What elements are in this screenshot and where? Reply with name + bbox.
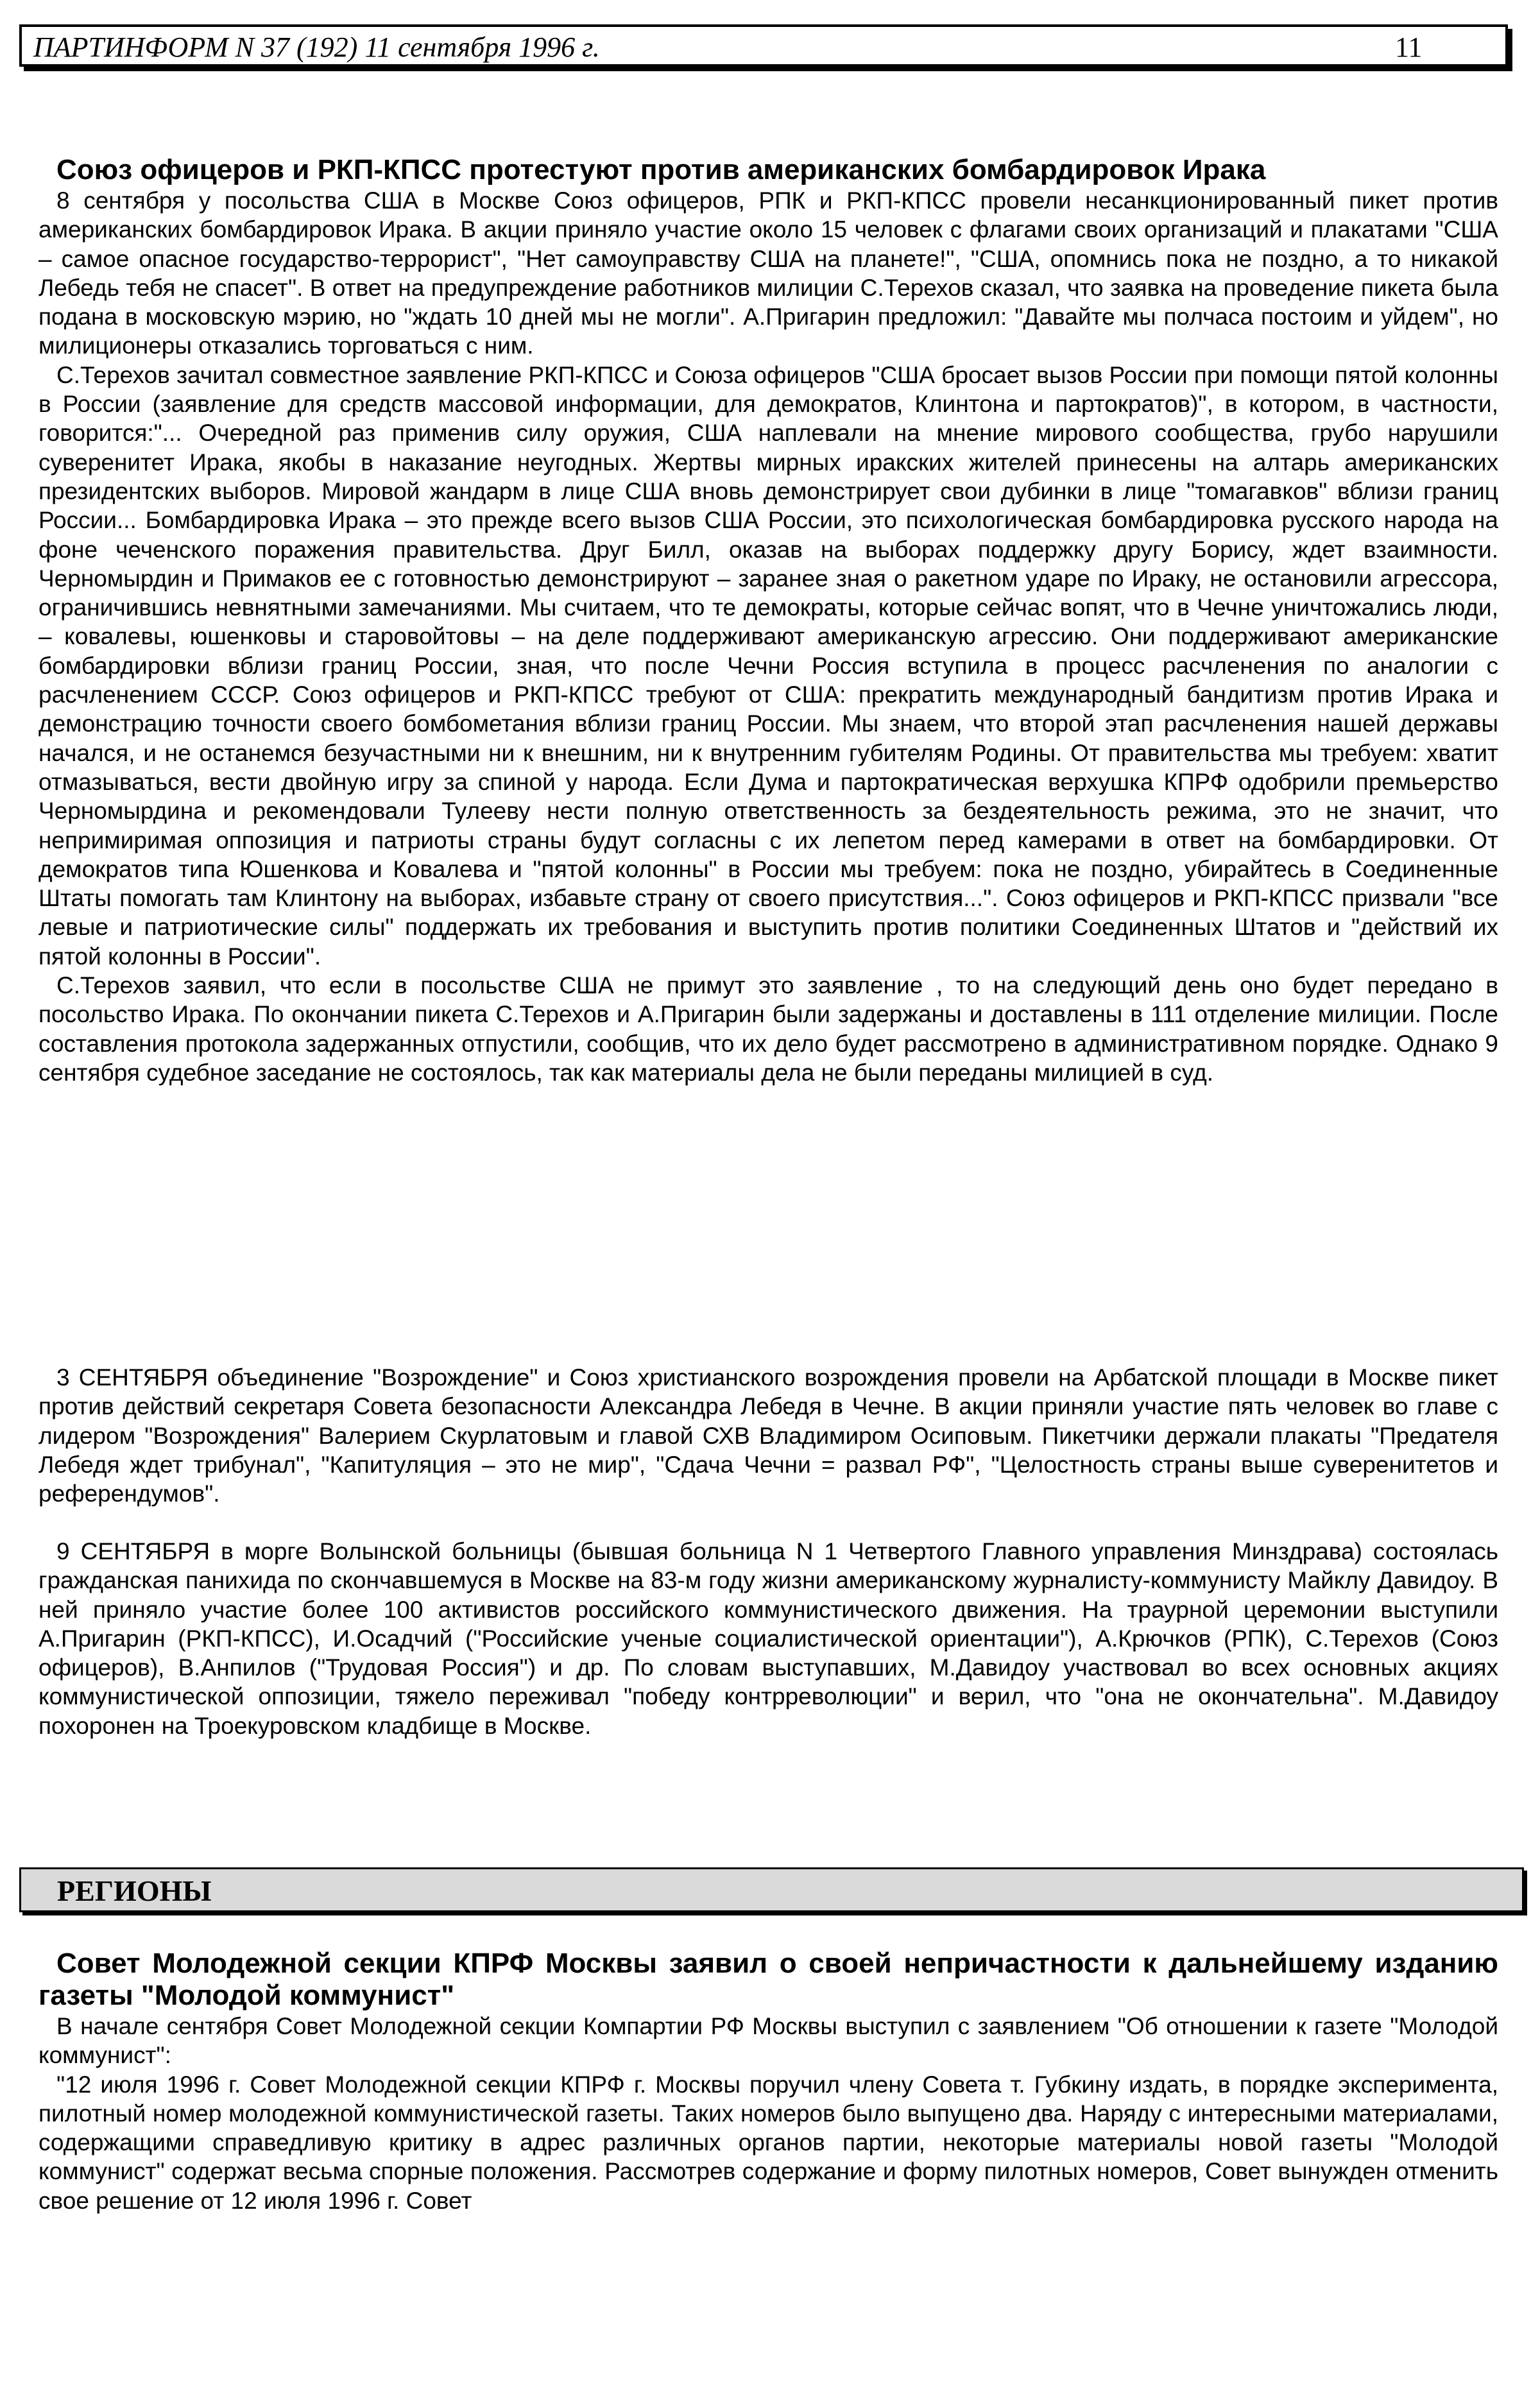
section-header-regions (19, 1867, 1524, 1912)
news-paragraph: 3 СЕНТЯБРЯ объединение "Возрождение" и Союз христианского возрождения провели на Арбатской площади в Москве пикет против действий секретаря Совета безопасности Александра Лебедя в Чечне. В акции приняли участие пять человек во главе с лидером "Возрождения" Валерием Скурлатовым и главой СХВ Владимиром Осиповым. Пикетчики держали плакаты "Предателя Лебедя ждет трибунал", "Капитуляция – это не мир", "Сдача Чечни = развал РФ", "Целостность страны выше суверенитетов и референдумов". (38, 1364, 1498, 1507)
article-iraq-protest (38, 154, 1498, 1087)
article-paragraph: С.Терехов заявил, что если в посольстве США не примут это заявление , то на следующий день оно будет передано в посольство Ирака. По окончании пикета С.Терехов и А.Пригарин были задержаны и доставлены в 111 отделение милиции. После составления протокола задержанных отпустили, сообщив, что их дело будет рассмотрено в административном порядке. Однако 9 сентября судебное заседание не состоялось, так как материалы дела не были переданы милицией в суд. (38, 972, 1498, 1086)
article-title: Союз офицеров и РКП-КПСС протестуют против американских бомбардировок Ирака (56, 154, 1266, 185)
news-paragraph: 9 СЕНТЯБРЯ в морге Волынской больницы (бывшая больница N 1 Четвертого Главного управления Минздрава) состоялась гражданская панихида по скончавшемуся в Москве на 83-м году жизни американскому журналисту-коммунисту Майклу Давидоу. В ней приняло участие более 100 активистов российского коммунистического движения. На траурной церемонии выступили А.Пригарин (РКП-КПСС), И.Осадчий ("Российские ученые социалистической ориентации"), А.Крючков (РПК), С.Терехов (Союз офицеров), В.Анпилов ("Трудовая Россия") и др. По словам выступавших, М.Давидоу участвовал во всех основных акциях коммунистической оппозиции, тяжело переживал "победу контрреволюции" и верил, что "она не окончательна". М.Давидоу похоронен на Троекуровском кладбище в Москве. (38, 1538, 1498, 1739)
issue-title: ПАРТИНФОРМ N 37 (192) 11 сентября 1996 г. (33, 31, 600, 63)
article-paragraph: В начале сентября Совет Молодежной секции Компартии РФ Москвы выступил с заявлением "Об отношении к газете "Молодой коммунист": (38, 2013, 1498, 2069)
article-paragraph: 8 сентября у посольства США в Москве Союз офицеров, РПК и РКП-КПСС провели несанкционированный пикет против американских бомбардировок Ирака. В акции приняло участие около 15 человек с флагами своих организаций и плакатами "США – самое опасное государство-террорист", "Нет самоуправству США на планете!", "США, опомнись пока не поздно, а то никакой Лебедь тебя не спасет". В ответ на предупреждение работников милиции С.Терехов сказал, что заявка на проведение пикета была подана в московскую мэрию, но "ждать 10 дней мы не могли". А.Пригарин предложил: "Давайте мы полчаса постоим и уйдем", но милиционеры отказались торговаться с ним. (38, 187, 1498, 359)
article-title: Совет Молодежной секции КПРФ Москвы заявил о своей непричастности к дальнейшему изданию газеты "Молодой коммунист" (38, 1948, 1498, 2011)
article-young-communist (38, 1948, 1498, 2215)
news-item-sept-3 (38, 1363, 1498, 1508)
page-number: 11 (1395, 31, 1423, 63)
article-paragraph: "12 июля 1996 г. Совет Молодежной секции КПРФ г. Москвы поручил члену Совета т. Губкину издать, в порядке эксперимента, пилотный номер молодежной коммунистической газеты. Таких номеров было выпущено два. Наряду с интересными материалами, содержащими справедливую критику в адрес различных органов партии, некоторые материалы новой газеты "Молодой коммунист" содержат весьма спорные положения. Рассмотрев содержание и форму пилотных номеров, Совет вынужден отменить свое решение от 12 июля 1996 г. Совет (38, 2071, 1498, 2214)
section-label: РЕГИОНЫ (57, 1874, 212, 1907)
page-header (19, 24, 1508, 67)
article-paragraph: С.Терехов зачитал совместное заявление РКП-КПСС и Союза офицеров "США бросает вызов России при помощи пятой колонны в России (заявление для средств массовой информации, для демократов, Клинтона и партократов)", в котором, в частности, говорится:"... Очередной раз применив силу оружия, США наплевали на мнение мирового сообщества, грубо нарушили суверенитет Ирака, якобы в наказание неугодных. Жертвы мирных иракских жителей принесены на алтарь американских президентских выборов. Мировой жандарм в лице США вновь демонстрирует свои дубинки в лице "томагавков" вблизи границ России... Бомбардировка Ирака – это прежде всего вызов США России, это психологическая бомбардировка русского народа на фоне чеченского поражения правительства. Друг Билл, оказав на выборах поддержку другу Борису, ждет взаимности. Черномырдин и Примаков ее с готовностью демонстрируют – заранее зная о ракетном ударе по Ираку, не остановили агрессора, ограничившись невнятными замечаниями. Мы считаем, что те демократы, которые сейчас вопят, что в Чечне уничтожались люди, – ковалевы, юшенковы и старовойтовы – на деле поддерживают американскую агрессию. Они поддерживают американские бомбардировки вблизи границ России, зная, что после Чечни Россия вступила в процесс расчленения по аналогии с расчленением СССР. Союз офицеров и РКП-КПСС требуют от США: прекратить международный бандитизм против Ирака и демонстрацию точности своего бомбометания вблизи границ России. Мы знаем, что второй этап расчленения нашей державы начался, и не останемся безучастными ни к внешним, ни к внутренним губителям Родины. От правительства мы требуем: хватит отмазываться, вести двойную игру за спиной у народа. Если Дума и партократическая верхушка КПРФ одобрили премьерство Черномырдина и рекомендовали Тулееву нести полную ответственность за бездеятельность режима, это не значит, что непримиримая оппозиция и патриоты страны будут согласны с их лепетом перед камерами в ответ на бомбардировки. От демократов типа Юшенкова и Ковалева и "пятой колонны" в России мы требуем: пока не поздно, убирайтесь в Соединенные Штаты помогать там Клинтону на выборах, избавьте страну от своего присутствия...". Союз офицеров и РКП-КПСС призвали "все левые и патриотические силы" поддержать их требования и выступить против политики Соединенных Штатов и "действий их пятой колонны в России". (38, 361, 1498, 970)
news-item-sept-9 (38, 1537, 1498, 1740)
